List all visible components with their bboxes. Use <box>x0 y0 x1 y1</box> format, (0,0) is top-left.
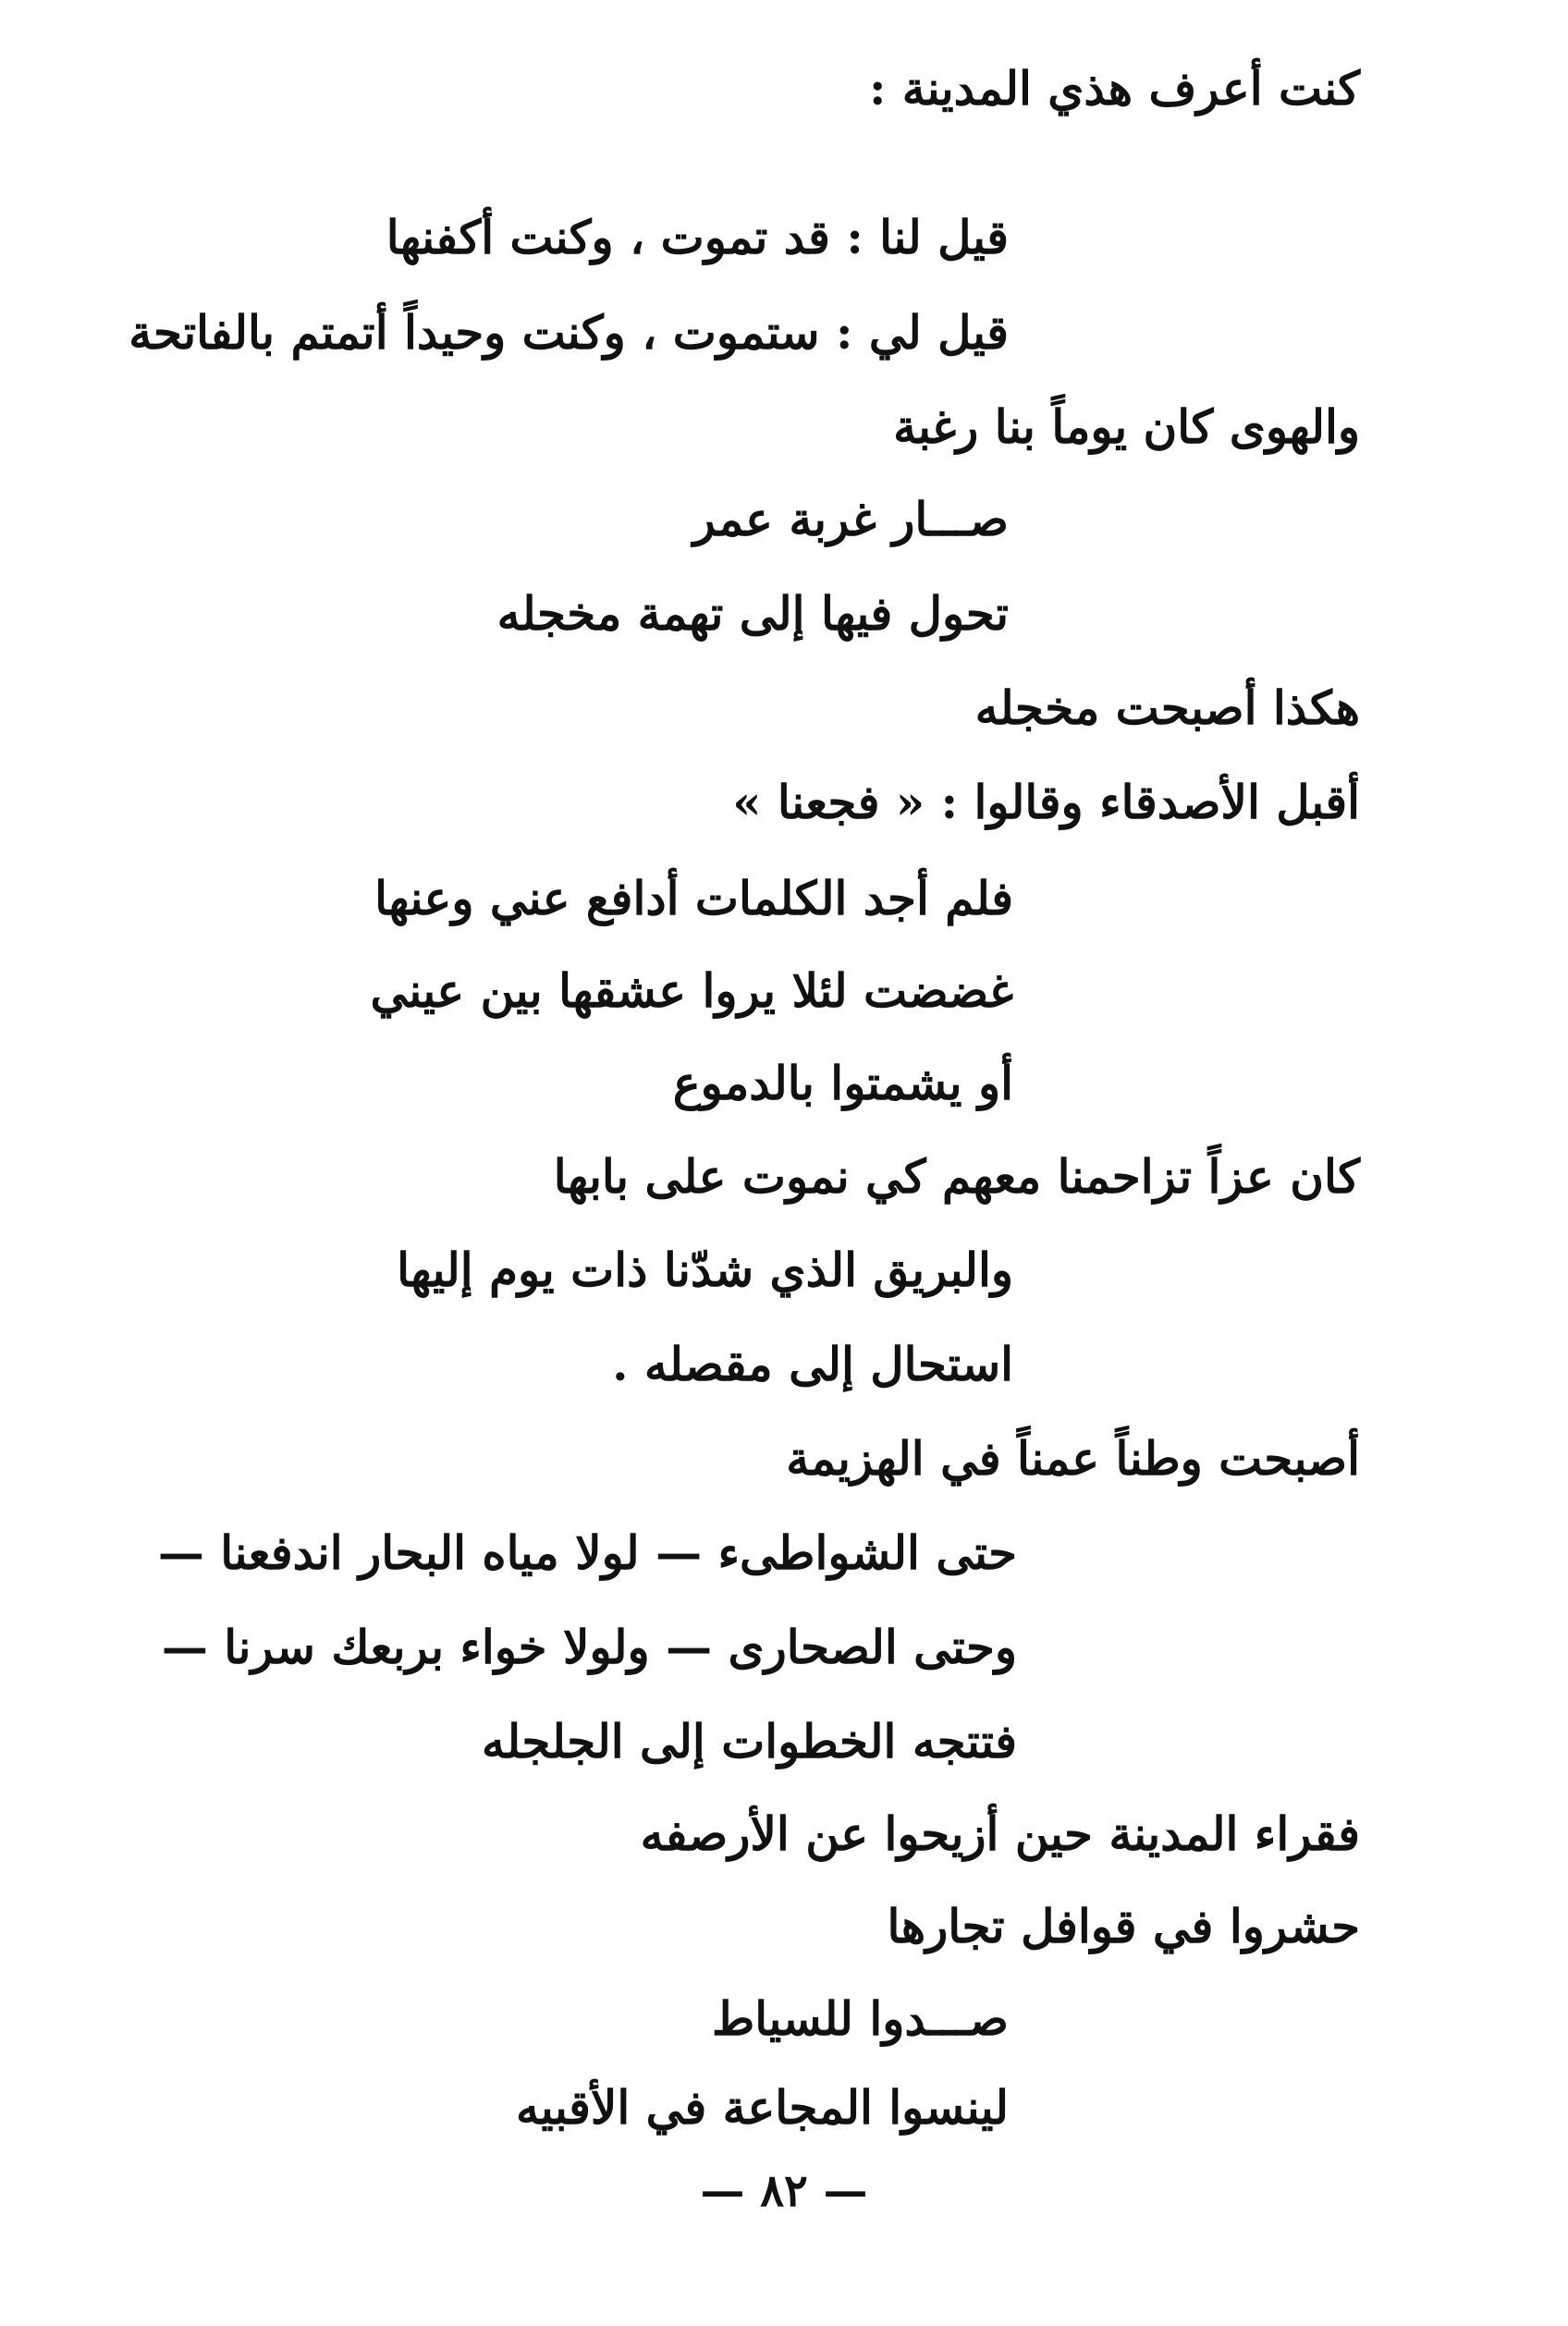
poem-line: فقراء المدينة حين أزيحوا عن الأرصفه <box>640 1806 1360 1861</box>
poem-line: وحتى الصحارى — ولولا خواء بربعك سرنا — <box>161 1620 1017 1674</box>
poem-line: قيل لي : ستموت ، وكنت وحيداً أتمتم بالفاتحة <box>129 305 1009 360</box>
page-number: — ٨٢ — <box>700 2165 868 2217</box>
poem-line: هكذا أصبحت مخجله <box>974 680 1360 735</box>
poem-line: كان عزاً تزاحمنا معهم كي نموت على بابها <box>553 1149 1360 1204</box>
poem-line: فلم أجد الكلمات أدافع عني وعنها <box>374 871 1013 925</box>
poem-line: صـــار غربة عمر <box>692 492 1009 546</box>
poem-line: قيل لنا : قد تموت ، وكنت أكفنها <box>386 210 1009 264</box>
poem-line: أقبل الأصدقاء وقالوا : « فجعنا » <box>732 775 1360 829</box>
poem-line: لينسوا المجاعة في الأقبيه <box>515 2080 1009 2135</box>
poem-line: أصبحت وطناً عمناً في الهزيمة <box>786 1431 1360 1486</box>
poem-line: حتى الشواطىء — لولا مياه البحار اندفعنا — <box>157 1525 1017 1580</box>
poem-line: تحول فيها إلى تهمة مخجله <box>496 586 1009 641</box>
poem-line: والبريق الذي شدّنا ذات يوم إليها <box>397 1243 1013 1297</box>
poem-line: حشروا في قوافل تجارها <box>887 1899 1360 1953</box>
poem-line: أو يشمتوا بالدموع <box>672 1056 1013 1110</box>
poem-line: غضضت لئلا يروا عشقها بين عيني <box>370 963 1013 1018</box>
poem-line: صـــدوا للسياط <box>711 1991 1009 2046</box>
poem-line: والهوى كان يوماً بنا رغبة <box>893 399 1360 454</box>
poem-line: استحال إلى مقصله . <box>612 1337 1013 1391</box>
poem-line: فتتجه الخطوات إلى الجلجله <box>482 1714 1017 1769</box>
poem-line: كنت أعرف هذي المدينة : <box>868 61 1360 116</box>
